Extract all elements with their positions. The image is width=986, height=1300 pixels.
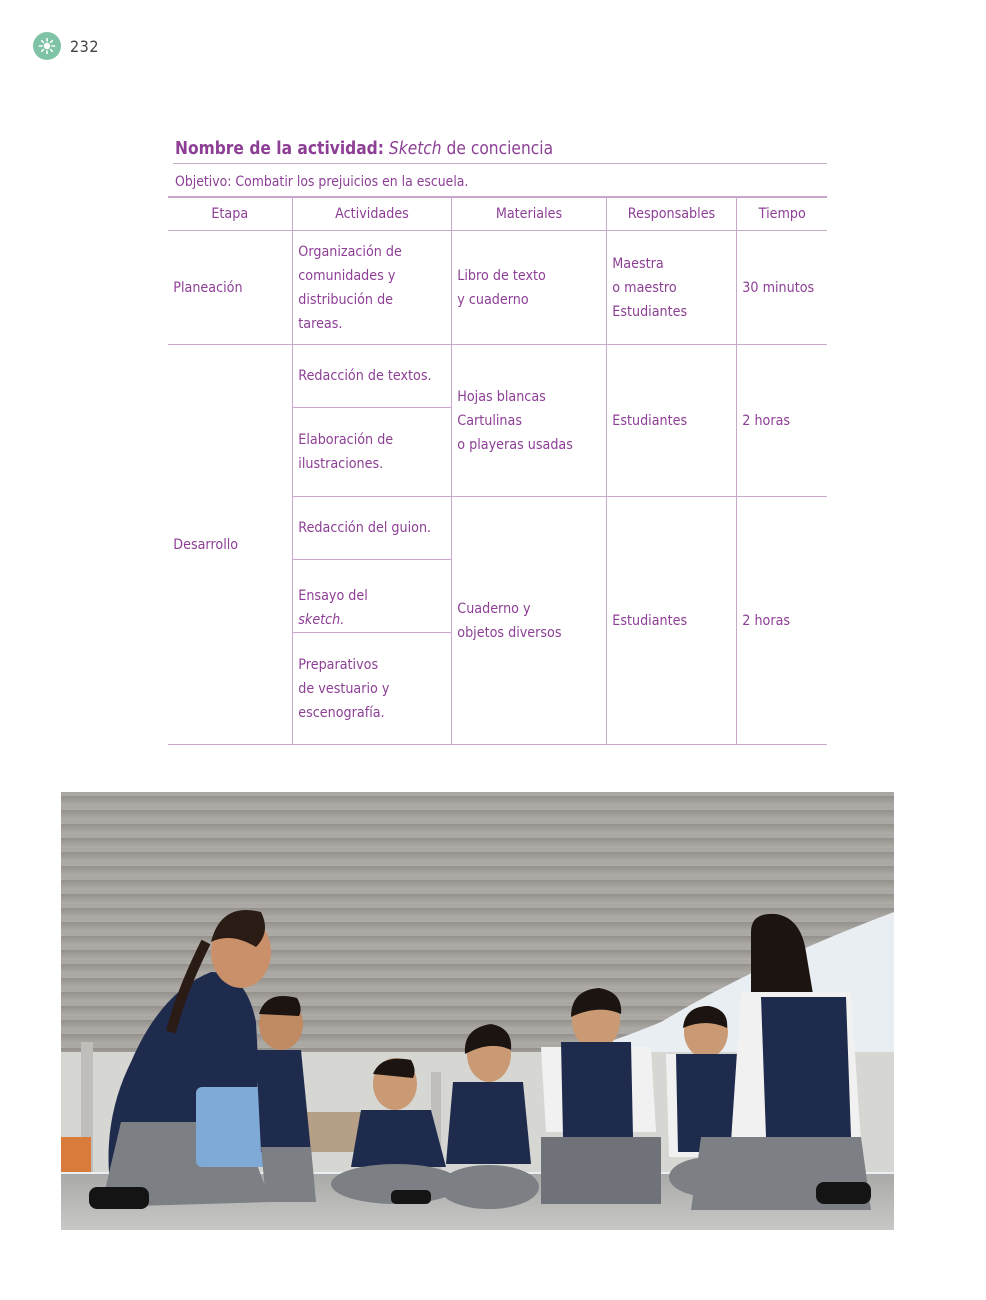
activity-title-label: Nombre de la actividad: (175, 138, 384, 159)
responsables-cell: Estudiantes (606, 497, 736, 745)
table-header-row (168, 198, 827, 231)
etapa-cell: Planeación (168, 231, 292, 345)
actividad-cell: Redacción del guion. (292, 497, 451, 560)
header-responsables: Responsables (606, 198, 736, 231)
ensayo-prefix: Ensayo del (297, 588, 368, 604)
materiales-cell: Hojas blancas Cartulinas o playeras usadas (451, 345, 606, 497)
students-photo (61, 792, 894, 1230)
activity-title-italic: Sketch (388, 138, 442, 159)
ensayo-italic: sketch. (297, 612, 344, 628)
actividad-cell: Redacción de textos. (292, 345, 451, 408)
responsables-cell: Maestra o maestro Estudiantes (606, 231, 736, 345)
tiempo-cell: 30 minutos (736, 231, 827, 345)
actividad-cell: Preparativos de vestuario y escenografía. (292, 633, 451, 745)
activity-title-rest: de conciencia (446, 138, 554, 159)
actividad-cell: Elaboración de ilustraciones. (292, 408, 451, 497)
page-header (33, 32, 99, 60)
header-tiempo: Tiempo (736, 198, 827, 231)
activity-plan-table (168, 197, 827, 745)
activity-objective: Objetivo: Combatir los prejuicios en la escuela. (175, 174, 469, 190)
header-materiales: Materiales (451, 198, 606, 231)
etapa-cell: Desarrollo (168, 345, 292, 745)
sun-gear-icon (33, 32, 61, 60)
materiales-cell: Libro de texto y cuaderno (451, 231, 606, 345)
materiales-cell: Cuaderno y objetos diversos (451, 497, 606, 745)
activity-title (175, 138, 553, 159)
tiempo-cell: 2 horas (736, 497, 827, 745)
actividad-cell (292, 560, 451, 633)
header-etapa: Etapa (168, 198, 292, 231)
responsables-cell: Estudiantes (606, 345, 736, 497)
table-row (168, 345, 827, 408)
actividad-cell: Organización de comunidades y distribución de tareas. (292, 231, 451, 345)
header-actividades: Actividades (292, 198, 451, 231)
page-number: 232 (70, 36, 99, 56)
table-row (168, 231, 827, 345)
tiempo-cell: 2 horas (736, 345, 827, 497)
title-divider (173, 163, 827, 164)
